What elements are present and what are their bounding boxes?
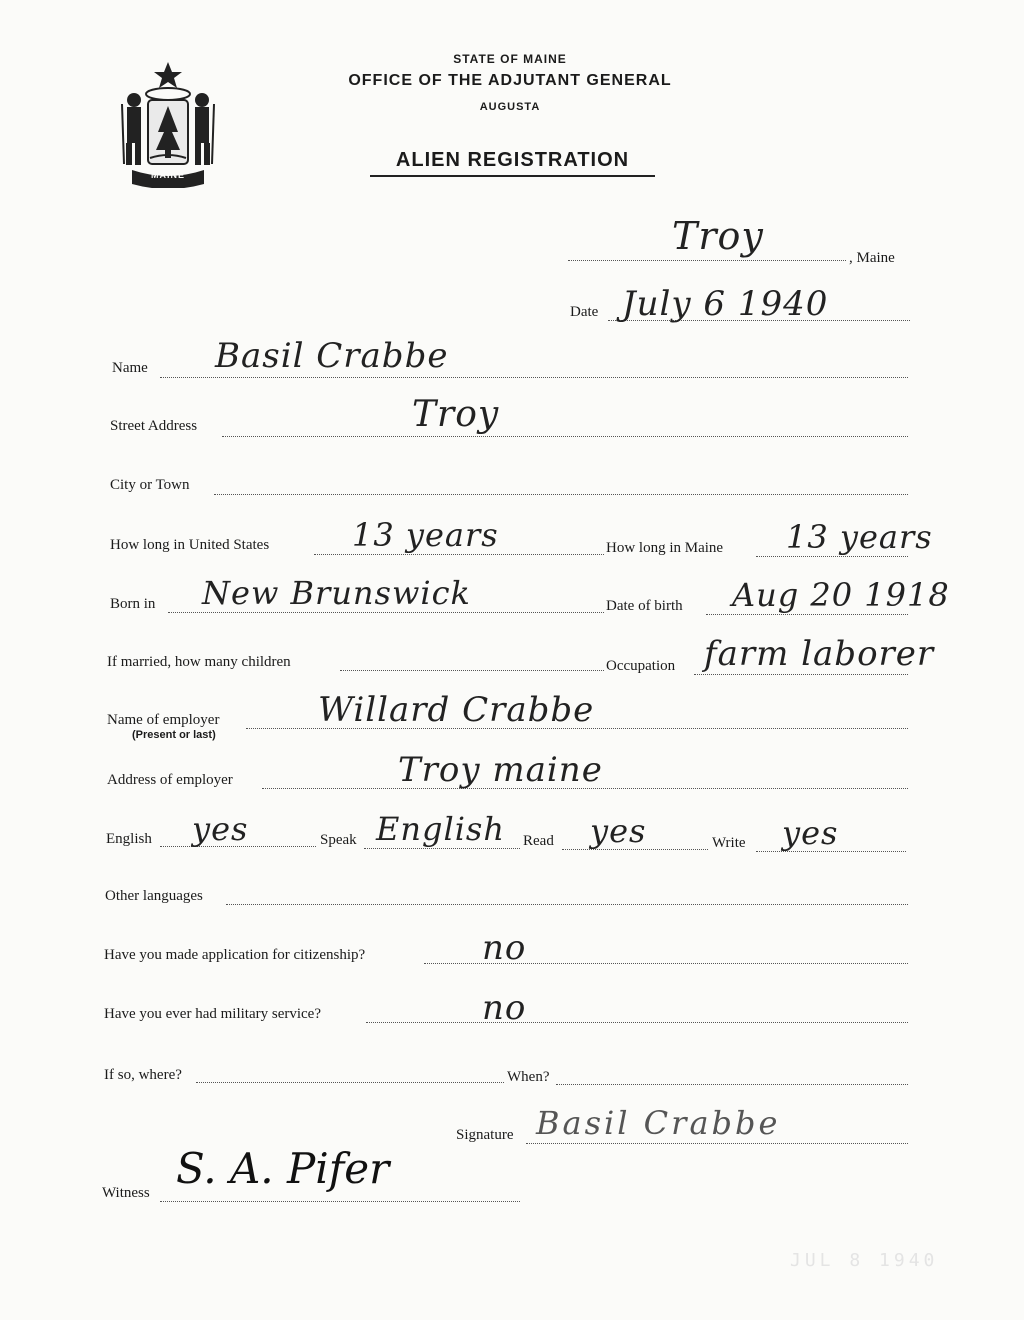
write-label: Write	[712, 835, 746, 851]
how-long-us-value: 13 years	[352, 516, 499, 554]
name-value: Basil Crabbe	[215, 336, 449, 376]
occupation-label: Occupation	[606, 658, 676, 674]
how-long-maine-label: How long in Maine	[606, 540, 724, 556]
witness-signature: S. A. Pifer	[176, 1144, 390, 1193]
children-line	[340, 670, 604, 671]
street-address-label: Street Address	[110, 418, 198, 434]
office-heading: OFFICE OF THE ADJUTANT GENERAL	[348, 72, 672, 89]
employer-name-value: Willard Crabbe	[318, 690, 595, 730]
city-label: City or Town	[110, 477, 190, 493]
how-long-us-label: How long in United States	[110, 537, 270, 553]
form-title: ALIEN REGISTRATION	[370, 149, 655, 177]
city-heading: AUGUSTA	[479, 101, 541, 113]
other-languages-line	[226, 904, 908, 905]
speak-label: Speak	[320, 832, 357, 848]
occupation-line	[694, 674, 908, 675]
place-value: Troy	[672, 214, 764, 258]
place-line	[568, 260, 846, 261]
military-line	[366, 1022, 908, 1023]
date-of-birth-value: Aug 20 1918	[732, 576, 950, 614]
where-line	[196, 1082, 504, 1083]
other-languages-label: Other languages	[105, 888, 203, 904]
name-line	[160, 377, 908, 378]
date-label: Date	[570, 304, 599, 320]
witness-label: Witness	[102, 1185, 150, 1201]
occupation-value: farm laborer	[704, 634, 935, 674]
english-value: yes	[192, 810, 249, 848]
born-in-value: New Brunswick	[202, 574, 471, 612]
when-line	[556, 1084, 908, 1085]
employer-address-label: Address of employer	[107, 772, 233, 788]
speak-line	[364, 848, 520, 849]
signature-label: Signature	[456, 1127, 514, 1143]
place-state-label: , Maine	[849, 250, 895, 266]
city-line	[214, 494, 908, 495]
citizenship-value: no	[482, 928, 527, 968]
children-label: If married, how many children	[107, 654, 291, 670]
how-long-us-line	[314, 554, 604, 555]
seal-banner-text: MAINE	[151, 170, 185, 180]
where-label: If so, where?	[104, 1067, 182, 1083]
employer-name-label: Name of employer	[107, 712, 220, 728]
military-value: no	[482, 988, 527, 1028]
date-of-birth-label: Date of birth	[606, 598, 683, 614]
when-label: When?	[507, 1069, 550, 1085]
read-value: yes	[590, 812, 647, 850]
state-heading: STATE OF MAINE	[453, 52, 567, 66]
how-long-maine-line	[756, 556, 908, 557]
date-value: July 6 1940	[622, 284, 829, 324]
state-seal	[112, 60, 224, 188]
citizenship-label: Have you made application for citizenship?	[104, 947, 366, 963]
speak-value: English	[376, 810, 505, 848]
read-label: Read	[523, 833, 554, 849]
born-in-line	[168, 612, 604, 613]
witness-line	[160, 1201, 520, 1202]
english-label: English	[106, 831, 152, 847]
street-address-line	[222, 436, 908, 437]
write-value: yes	[782, 814, 839, 852]
name-label: Name	[112, 360, 148, 376]
signature-value: Basil Crabbe	[536, 1104, 781, 1142]
street-address-value: Troy	[412, 394, 500, 435]
employer-address-value: Troy maine	[398, 750, 603, 790]
received-stamp: JUL 8 1940	[790, 1250, 939, 1271]
born-in-label: Born in	[110, 596, 156, 612]
employer-name-sublabel: (Present or last)	[132, 729, 216, 741]
date-of-birth-line	[706, 614, 908, 615]
how-long-maine-value: 13 years	[786, 518, 933, 556]
military-label: Have you ever had military service?	[104, 1006, 321, 1022]
signature-line	[526, 1143, 908, 1144]
